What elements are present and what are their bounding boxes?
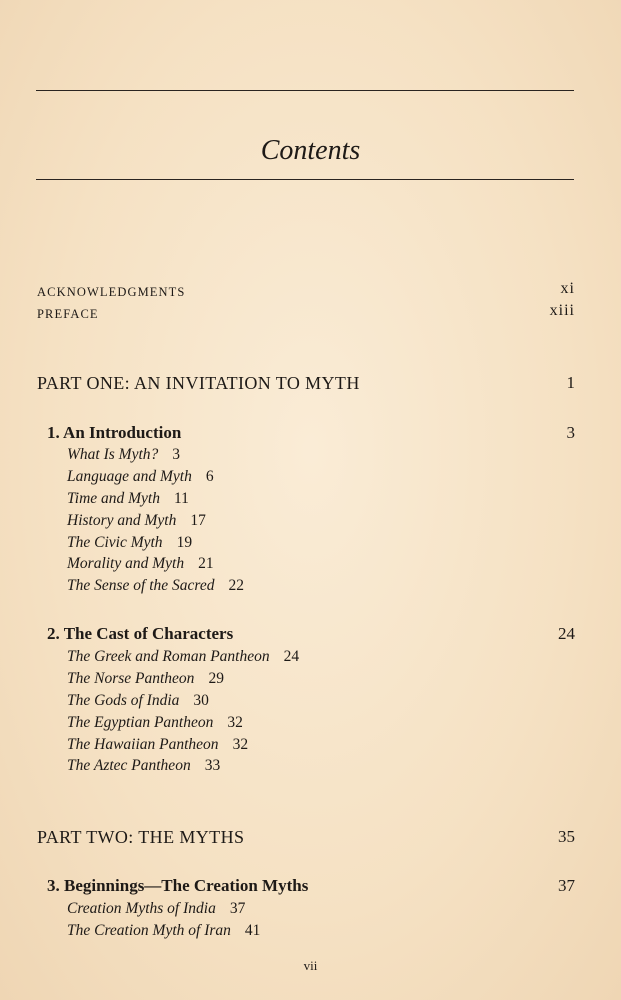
section-entry <box>67 553 244 575</box>
chapter-3-title: 3. Beginnings—The Creation Myths <box>47 876 309 895</box>
toc-entry-acknowledgments-page: xi <box>560 280 575 297</box>
section-title: The Hawaiian Pantheon <box>67 735 219 753</box>
section-page: 3 <box>172 446 181 463</box>
section-title: The Sense of the Sacred <box>67 577 215 595</box>
section-page: 21 <box>198 555 214 573</box>
chapter-2-page: 24 <box>558 624 575 643</box>
toc-entry-preface-page: xiii <box>549 302 575 319</box>
section-title: The Egyptian Pantheon <box>67 713 214 731</box>
section-entry <box>67 920 260 942</box>
part-two-page: 35 <box>558 827 575 846</box>
section-page: 41 <box>244 921 261 939</box>
section-title: Morality and Myth <box>67 555 185 573</box>
part-two-heading: PART TWO: THE MYTHS <box>37 827 245 847</box>
section-page: 17 <box>190 511 206 529</box>
chapter-1-page: 3 <box>566 423 575 442</box>
toc-entry-acknowledgments-title: ACKNOWLEDGMENTS <box>37 285 186 299</box>
section-page: 32 <box>227 713 243 731</box>
section-page: 32 <box>232 735 249 753</box>
section-title: Language and Myth <box>67 467 192 485</box>
chapter-1-title: 1. An Introduction <box>47 423 182 442</box>
section-page: 6 <box>205 467 214 485</box>
section-entry <box>67 668 299 690</box>
part-one-heading: PART ONE: AN INVITATION TO MYTH <box>37 373 360 393</box>
chapter-3-page: 37 <box>558 876 575 895</box>
section-page: 30 <box>193 691 209 709</box>
section-page: 22 <box>228 577 244 595</box>
section-entry <box>67 575 244 597</box>
section-entry <box>67 712 299 734</box>
section-page: 33 <box>204 757 221 775</box>
section-entry <box>67 734 299 756</box>
section-entry <box>67 646 299 668</box>
section-title: What Is Myth? <box>67 446 159 463</box>
chapter-3-sections <box>67 898 260 942</box>
top-rule <box>36 90 574 91</box>
section-entry <box>67 898 260 920</box>
section-title: The Creation Myth of Iran <box>67 921 231 939</box>
chapter-2-sections <box>67 646 299 777</box>
section-title: Time and Myth <box>67 489 160 507</box>
section-entry <box>67 690 299 712</box>
bottom-rule <box>36 179 574 180</box>
section-title: The Gods of India <box>67 691 180 709</box>
section-title: The Civic Myth <box>67 533 163 551</box>
toc-entry-preface-title: PREFACE <box>37 307 99 321</box>
section-page: 19 <box>176 533 193 551</box>
section-entry <box>67 466 244 488</box>
section-entry <box>67 755 299 777</box>
section-entry <box>67 532 244 554</box>
part-one-page: 1 <box>566 373 575 392</box>
section-page: 37 <box>229 900 246 917</box>
chapter-2-title: 2. The Cast of Characters <box>47 624 234 643</box>
section-title: The Aztec Pantheon <box>67 757 191 775</box>
section-entry <box>67 488 244 510</box>
section-title: Creation Myths of India <box>67 900 216 917</box>
section-title: The Norse Pantheon <box>67 669 195 687</box>
section-page: 24 <box>283 648 300 665</box>
section-title: The Greek and Roman Pantheon <box>67 648 270 665</box>
section-title: History and Myth <box>67 511 177 529</box>
section-page: 11 <box>174 489 189 507</box>
page-title: Contents <box>260 134 361 166</box>
section-entry <box>67 444 244 466</box>
page-number: vii <box>303 958 318 973</box>
chapter-1-sections <box>67 444 244 597</box>
section-entry <box>67 510 244 532</box>
section-page: 29 <box>208 669 224 687</box>
